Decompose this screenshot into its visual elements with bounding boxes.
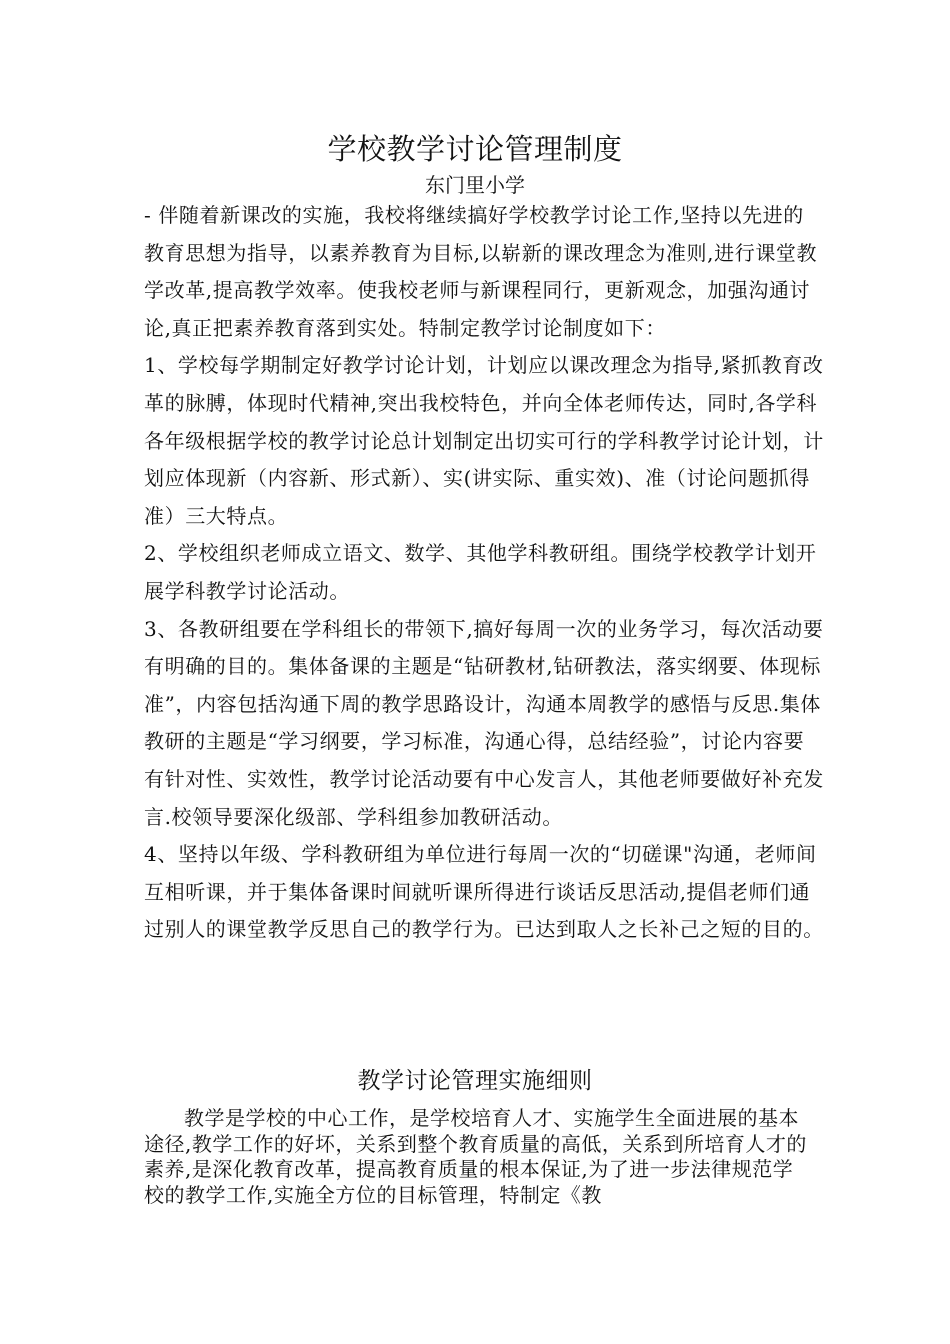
school-name: 东门里小学 (425, 173, 525, 197)
section-paragraph: 教学是学校的中心工作，是学校培育人才、实施学生全面进展的基本途径,教学工作的好坏，关系到整个教育质量的高低，关系到所培育人才的素养,是深化教育改革，提高教育质量的根本保证,为了进一步法律规范学校的教学工作,实施全方位的目标管理，特制定《教 (144, 1106, 807, 1207)
rule-paragraph-1: 1、学校每学期制定好教学讨论计划，计划应以课改理念为指导,紧抓教育改革的脉膊，体现时代精神,突出我校特色，并向全体老师传达，同时,各学科各年级根据学校的教学讨论总计划制定出切实可行的学科教学讨论计划，计划应体现新（内容新、形式新）、实(讲实际、重实效)、准（讨论问题抓得准）三大特点。 (144, 353, 824, 528)
section-title: 教学讨论管理实施细则 (357, 1068, 593, 1094)
document-title: 学校教学讨论管理制度 (327, 132, 623, 166)
intro-paragraph: - 伴随着新课改的实施，我校将继续搞好学校教学讨论工作,坚持以先进的教育思想为指导，以素养教育为目标,以崭新的课改理念为准则,进行课堂教学改革,提高教学效率。使我校老师与新课程同行，更新观念，加强沟通讨论,真正把素养教育落到实处。特制定教学讨论制度如下： (144, 203, 818, 340)
rule-paragraph-4: 4、坚持以年级、学科教研组为单位进行每周一次的“切磋课"沟通，老师间互相听课，并于集体备课时间就听课所得进行谈话反思活动,提倡老师们通过别人的课堂教学反思自己的教学行为。已达到取人之长补己之短的目的。 (144, 842, 824, 942)
document-body (144, 197, 824, 949)
rule-paragraph-2: 2、学校组织老师成立语文、数学、其他学科教研组。围绕学校教学计划开展学科教学讨论活动。 (144, 541, 817, 603)
rule-paragraph-3: 3、各教研组要在学科组长的带领下,搞好每周一次的业务学习，每次活动要有明确的目的。集体备课的主题是“钻研教材,钻研教法，落实纲要、体现标准”，内容包括沟通下周的教学思路设计，沟通本周教学的感悟与反思.集体教研的主题是“学习纲要，学习标准，沟通心得，总结经验”，讨论内容要有针对性、实效性，教学讨论活动要有中心发言人，其他老师要做好补充发言.校领导要深化级部、学科组参加教研活动。 (144, 616, 824, 829)
